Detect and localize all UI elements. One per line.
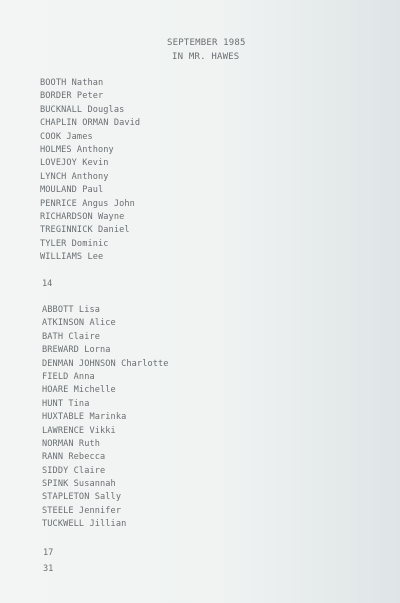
- boy-name-entry: LOVEJOY Kevin: [40, 158, 109, 169]
- girl-name-entry: HUNT Tina: [42, 398, 90, 409]
- boy-name-entry: TYLER Dominic: [40, 238, 109, 249]
- girl-name-entry: FIELD Anna: [42, 371, 95, 382]
- girl-name-entry: ABBOTT Lisa: [42, 305, 101, 315]
- girl-name-entry: DENMAN JOHNSON Charlotte: [42, 358, 169, 369]
- girl-name-entry: LAWRENCE Vikki: [42, 425, 116, 436]
- boy-name-entry: BORDER Peter: [40, 91, 104, 102]
- boy-name-entry: CHAPLIN ORMAN David: [40, 118, 141, 129]
- girl-name-entry: BREWARD Lorna: [42, 345, 111, 356]
- girl-name-entry: TUCKWELL Jillian: [42, 519, 127, 530]
- boy-name-entry: BOOTH Nathan: [40, 78, 104, 88]
- girl-name-entry: NORMAN Ruth: [42, 438, 101, 449]
- girl-name-entry: RANN Rebecca: [42, 452, 106, 463]
- boy-name-entry: HOLMES Anthony: [40, 144, 114, 155]
- girl-name-entry: SIDDY Claire: [42, 465, 106, 476]
- total-count: 31: [43, 564, 54, 574]
- boy-name-entry: BUCKNALL Douglas: [40, 104, 125, 115]
- boys-count: 14: [42, 279, 53, 289]
- girls-list: [42, 304, 169, 532]
- girl-name-entry: STEELE Jennifer: [42, 505, 122, 516]
- girl-name-entry: HOARE Michelle: [42, 385, 116, 396]
- girl-name-entry: STAPLETON Sally: [42, 492, 122, 503]
- girl-name-entry: ATKINSON Alice: [42, 318, 116, 329]
- boy-name-entry: PENRICE Angus John: [40, 198, 135, 209]
- boy-name-entry: TREGINNICK Daniel: [40, 225, 130, 236]
- boy-name-entry: COOK James: [40, 131, 93, 142]
- header-date: SEPTEMBER 1985: [167, 38, 246, 48]
- girl-name-entry: SPINK Susannah: [42, 479, 116, 490]
- girls-count: 17: [43, 548, 54, 558]
- girl-name-entry: HUXTABLE Marinka: [42, 412, 127, 423]
- header-class: IN MR. HAWES: [172, 52, 240, 62]
- boy-name-entry: RICHARDSON Wayne: [40, 211, 125, 222]
- boy-name-entry: MOULAND Paul: [40, 185, 104, 196]
- boys-list: [40, 77, 140, 264]
- boy-name-entry: LYNCH Anthony: [40, 171, 109, 182]
- girl-name-entry: BATH Claire: [42, 331, 101, 342]
- boy-name-entry: WILLIAMS Lee: [40, 252, 104, 263]
